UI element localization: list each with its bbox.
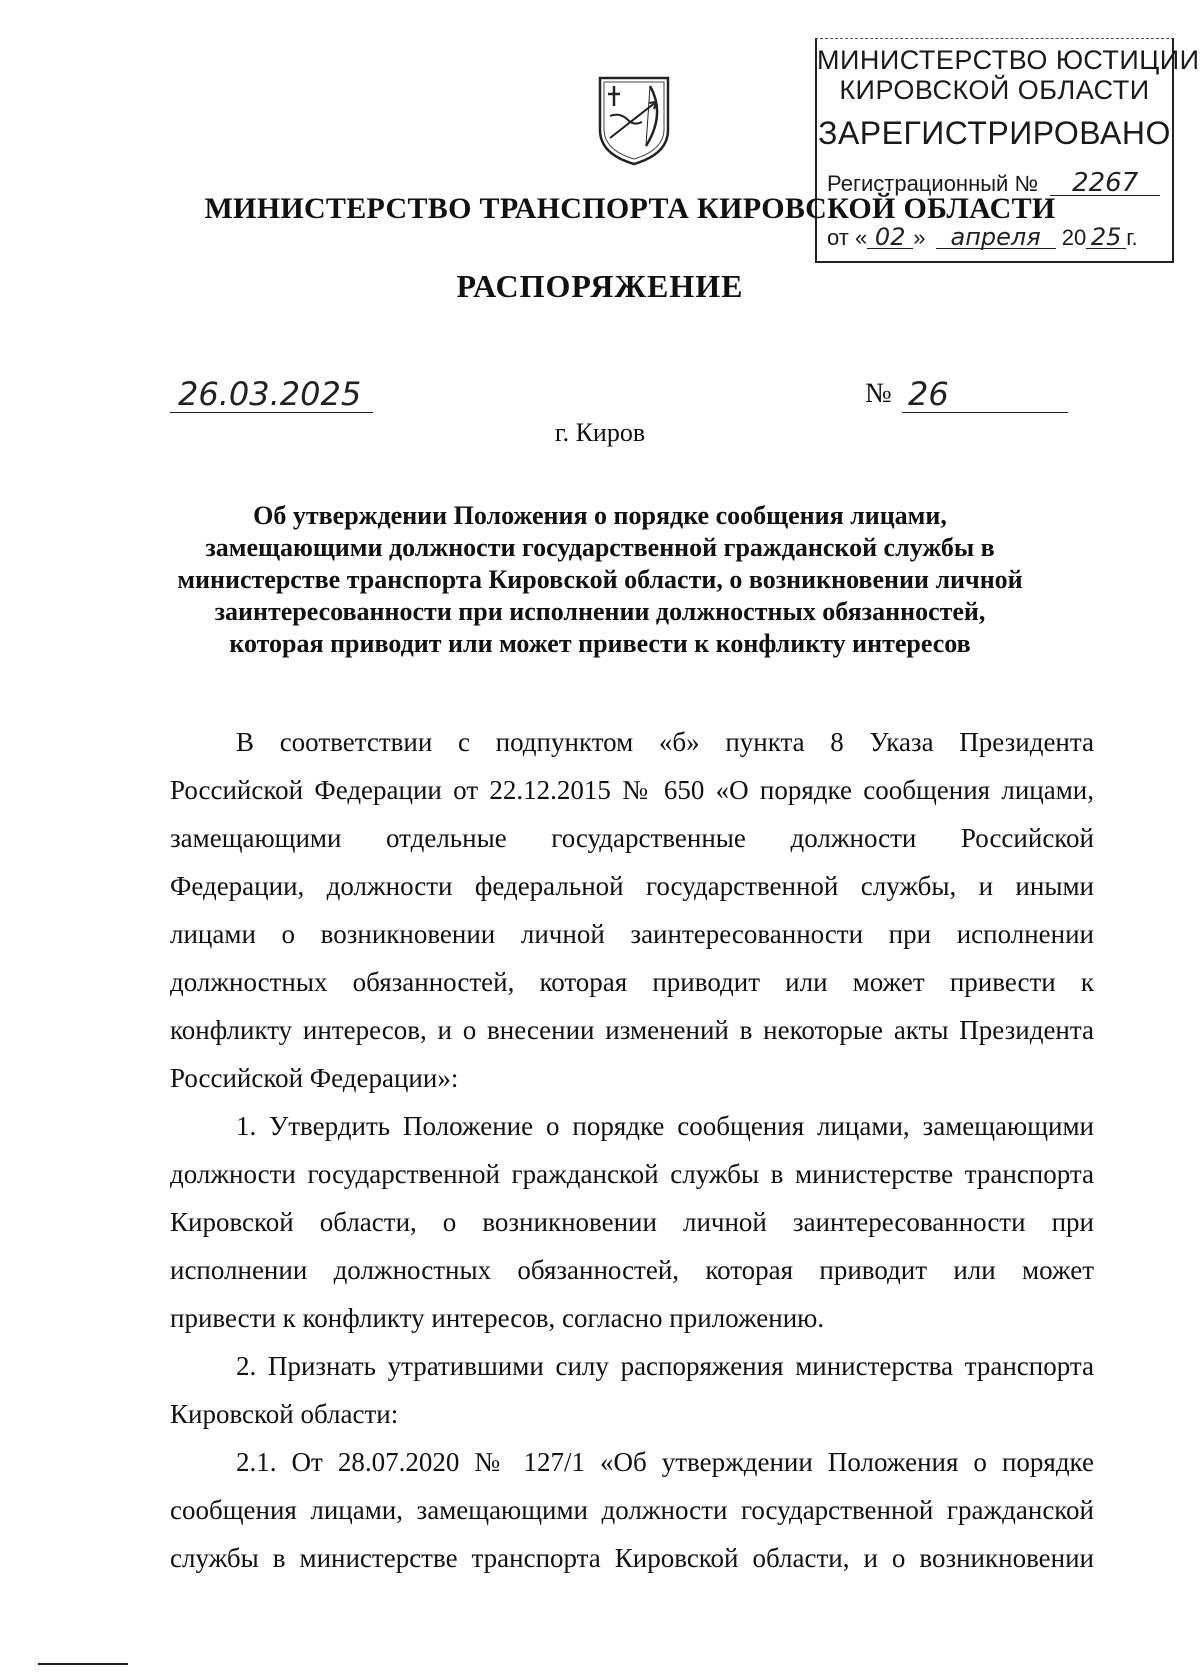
- document-date: 26.03.2025: [170, 376, 373, 413]
- body-line: 1. Утвердить Положение о порядке сообщения лицами, замещающими: [236, 1111, 1094, 1141]
- title-line: которая приводит или может привести к конфликту интересов: [229, 629, 971, 658]
- title-line: замещающими должности государственной гражданской службы в: [205, 533, 995, 562]
- title-line: министерстве транспорта Кировской области, о возникновении личной: [177, 565, 1023, 594]
- paragraph-item-2: [170, 1342, 1094, 1438]
- paragraph-item-1: [170, 1102, 1094, 1342]
- coat-of-arms-icon: [594, 72, 674, 168]
- body-line: конфликту интересов, и о внесении изменений в некоторые акты Президента: [170, 1015, 1094, 1045]
- body-line: службы в министерстве транспорта Кировской области, и о возникновении: [170, 1543, 1094, 1573]
- stamp-ministry: МИНИСТЕРСТВО ЮСТИЦИИ: [817, 45, 1200, 75]
- body-line: должности государственной гражданской службы в министерстве транспорта: [170, 1159, 1094, 1189]
- body-line: сообщения лицами, замещающими должности государственной гражданской: [170, 1495, 1094, 1525]
- stamp-region: КИРОВСКОЙ ОБЛАСТИ: [839, 75, 1150, 105]
- body-line: Российской Федерации от 22.12.2015 № 650 «О порядке сообщения лицами,: [170, 775, 1094, 805]
- body-line: Российской Федерации»:: [170, 1063, 459, 1093]
- document-number-label: №: [865, 378, 892, 409]
- body-line: Кировской области:: [170, 1399, 399, 1429]
- body-line: В соответствии с подпунктом «б» пункта 8 Указа Президента: [236, 727, 1094, 757]
- stamp-from-label: от: [827, 225, 849, 250]
- registration-stamp: [815, 38, 1200, 263]
- stamp-day: 02: [867, 226, 913, 249]
- document-title: [120, 500, 1080, 660]
- document-body: [170, 718, 1094, 1582]
- stamp-open-quote: «: [854, 225, 868, 250]
- body-line: лицами о возникновении личной заинтересованности при исполнении: [170, 919, 1094, 949]
- stamp-registered: ЗАРЕГИСТРИРОВАНО: [818, 115, 1171, 151]
- body-line: должностных обязанностей, которая приводит или может привести к: [170, 967, 1094, 997]
- stamp-date-row: [827, 225, 1138, 251]
- body-line: 2.1. От 28.07.2020 № 127/1 «Об утверждении Положения о порядке: [236, 1447, 1094, 1477]
- body-line: Федерации, должности федеральной государственной службы, и иными: [170, 871, 1094, 901]
- body-line: Кировской области, о возникновении личной заинтересованности при: [170, 1207, 1094, 1237]
- stamp-month: апреля: [936, 226, 1056, 249]
- title-line: заинтересованности при исполнении должностных обязанностей,: [214, 597, 986, 626]
- body-line: исполнении должностных обязанностей, которая приводит или может: [170, 1255, 1094, 1285]
- footer-divider: [38, 1663, 128, 1665]
- stamp-reg-number: 2267: [1050, 171, 1160, 196]
- stamp-reg-label: Регистрационный №: [827, 171, 1039, 196]
- stamp-year-prefix: 20: [1061, 225, 1087, 250]
- body-line: 2. Признать утратившими силу распоряжения министерства транспорта: [236, 1351, 1094, 1381]
- document-city: г. Киров: [554, 418, 646, 447]
- document-type: РАСПОРЯЖЕНИЕ: [456, 268, 744, 304]
- body-line: замещающими отдельные государственные должности Российской: [170, 823, 1094, 853]
- document-number: 26: [902, 376, 1068, 413]
- stamp-year-suffix: 25: [1086, 226, 1126, 249]
- body-line: привести к конфликту интересов, согласно приложению.: [170, 1303, 825, 1333]
- ministry-title-text: МИНИСТЕРСТВО ТРАНСПОРТА КИРОВСКОЙ ОБЛАСТИ: [204, 192, 1056, 225]
- stamp-close-quote: »: [913, 225, 926, 250]
- paragraph-preamble: [170, 718, 1094, 1102]
- paragraph-item-2-1: [170, 1438, 1094, 1582]
- ministry-title: [0, 192, 1200, 226]
- stamp-year-unit: г.: [1126, 225, 1138, 250]
- title-line: Об утверждении Положения о порядке сообщения лицами,: [253, 501, 947, 530]
